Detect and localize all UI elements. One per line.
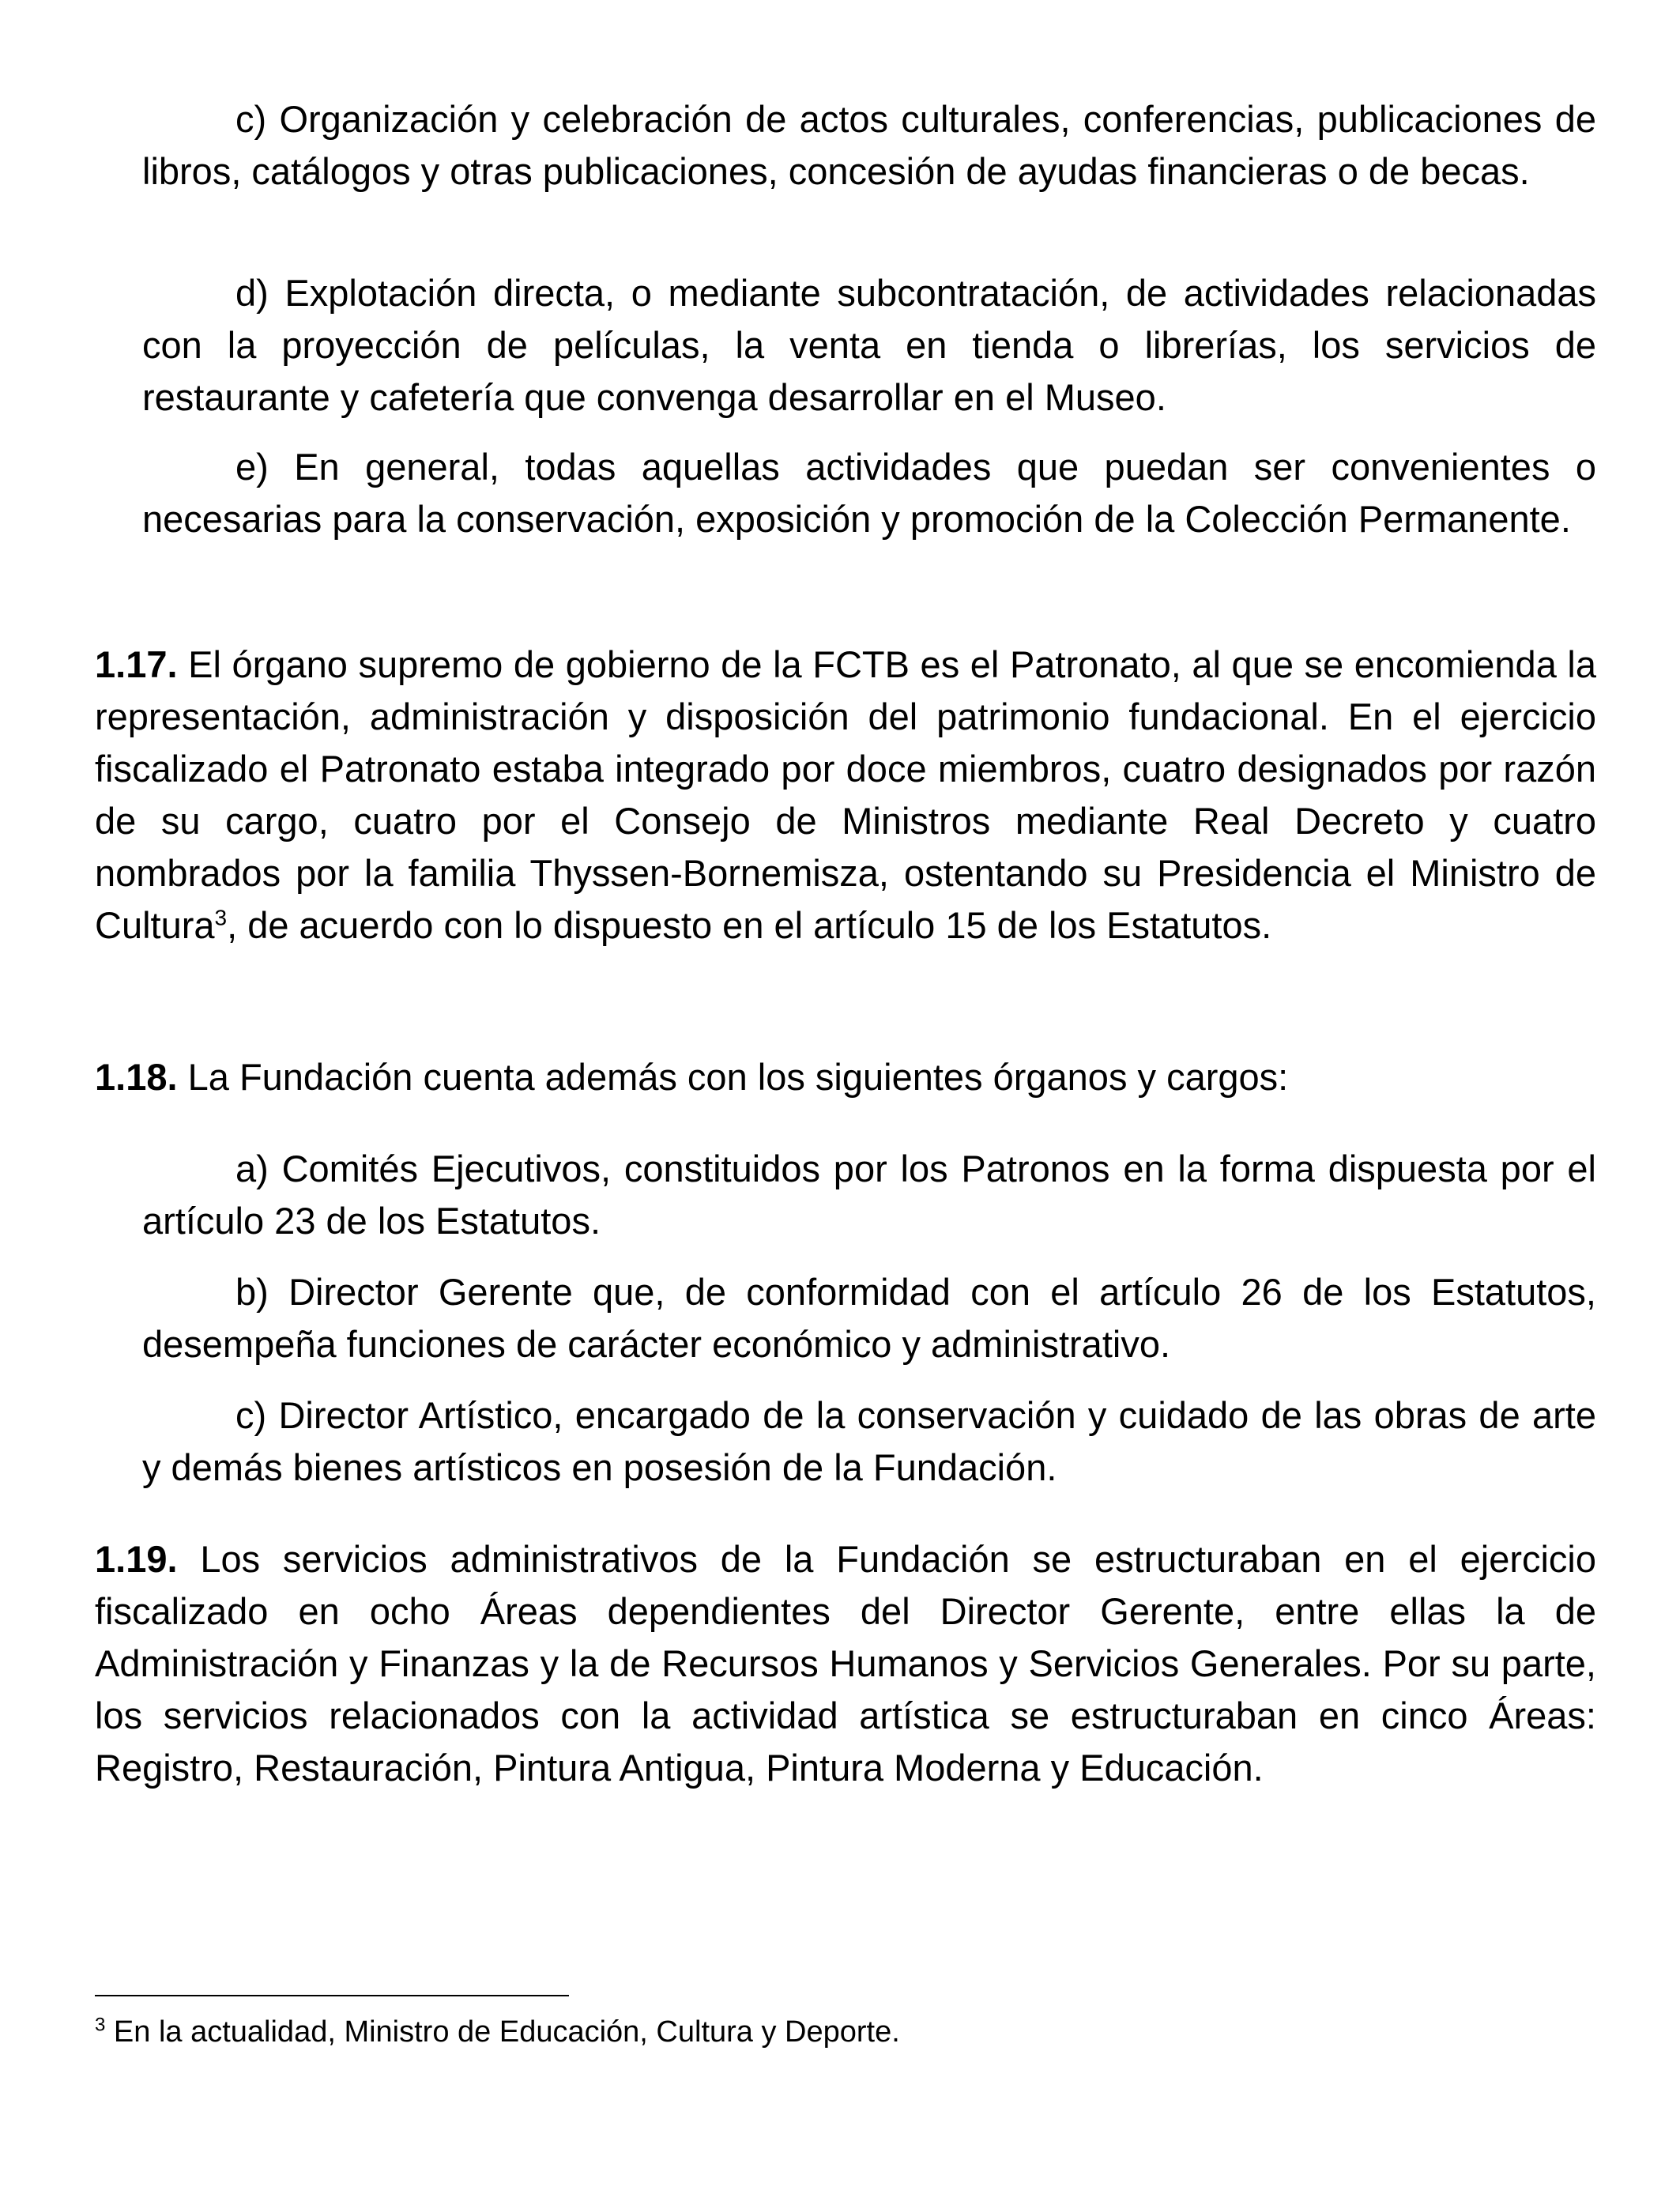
footnote-number: 3 — [95, 2014, 106, 2036]
list-item-letter: a) — [235, 1148, 269, 1189]
list-item-text: Comités Ejecutivos, constituidos por los Patronos en la forma dispuesta por el artículo 23 de los Estatutos. — [142, 1148, 1596, 1242]
paragraph-text: El órgano supremo de gobierno de la FCTB es el Patronato, al que se encomienda la representación, administración y disposición del patrimonio fundacional. En el ejercicio fiscalizado el Patronato estaba integrado por doce miembros, cuatro designados por razón de su cargo, cuatro por el Consejo de Ministros mediante Real Decreto y cuatro nombrados por la familia Thyssen-Bornemisza, ostentando su Presidencia el Ministro de Cultura — [95, 643, 1596, 946]
list-item-c-top — [142, 93, 1596, 198]
list-item-letter: c) — [235, 1394, 267, 1436]
list-item-c — [142, 1389, 1596, 1494]
paragraph-number: 1.19. — [95, 1538, 178, 1580]
list-item-d-top — [142, 267, 1596, 424]
list-item-b — [142, 1266, 1596, 1370]
list-item-a — [142, 1143, 1596, 1247]
footnote-text: En la actualidad, Ministro de Educación, Cultura y Deporte. — [113, 2015, 900, 2049]
list-item-letter: d) — [235, 272, 269, 314]
list-item-letter: c) — [235, 98, 267, 140]
list-item-text: Organización y celebración de actos culturales, conferencias, publicaciones de libros, catálogos y otras publicaciones, concesión de ayudas financieras o de becas. — [142, 98, 1596, 192]
paragraph-1-19 — [95, 1533, 1596, 1794]
paragraph-text: La Fundación cuenta además con los siguientes órganos y cargos: — [187, 1056, 1289, 1098]
paragraph-text: Los servicios administrativos de la Fundación se estructuraban en el ejercicio fiscalizado en ocho Áreas dependientes del Director Gerente, entre ellas la de Administración y Finanzas y la de Recursos Humanos y Servicios Generales. Por su parte, los servicios relacionados con la actividad artística se estructuraban en cinco Áreas: Registro, Restauración, Pintura Antigua, Pintura Moderna y Educación. — [95, 1538, 1597, 1789]
list-item-letter: e) — [235, 446, 269, 488]
footnote — [95, 2012, 1517, 2052]
list-item-letter: b) — [235, 1271, 269, 1313]
paragraph-text-continued: , de acuerdo con lo dispuesto en el artículo 15 de los Estatutos. — [227, 904, 1272, 946]
footnote-divider — [95, 1995, 569, 1996]
footnote-reference: 3 — [214, 905, 228, 930]
list-item-text: Explotación directa, o mediante subcontratación, de actividades relacionadas con la proyección de películas, la venta en tienda o librerías, los servicios de restaurante y cafetería que convenga desarrollar en el Museo. — [142, 272, 1597, 418]
list-item-e-top — [142, 441, 1596, 545]
paragraph-number: 1.17. — [95, 643, 178, 685]
list-item-text: Director Gerente que, de conformidad con el artículo 26 de los Estatutos, desempeña funciones de carácter económico y administrativo. — [142, 1271, 1596, 1365]
list-item-text: En general, todas aquellas actividades que puedan ser convenientes o necesarias para la conservación, exposición y promoción de la Colección Permanente. — [142, 446, 1596, 540]
list-item-text: Director Artístico, encargado de la conservación y cuidado de las obras de arte y demás bienes artísticos en posesión de la Fundación. — [142, 1394, 1596, 1488]
paragraph-1-18 — [95, 1051, 1596, 1103]
paragraph-1-17 — [95, 639, 1596, 952]
paragraph-number: 1.18. — [95, 1056, 178, 1098]
